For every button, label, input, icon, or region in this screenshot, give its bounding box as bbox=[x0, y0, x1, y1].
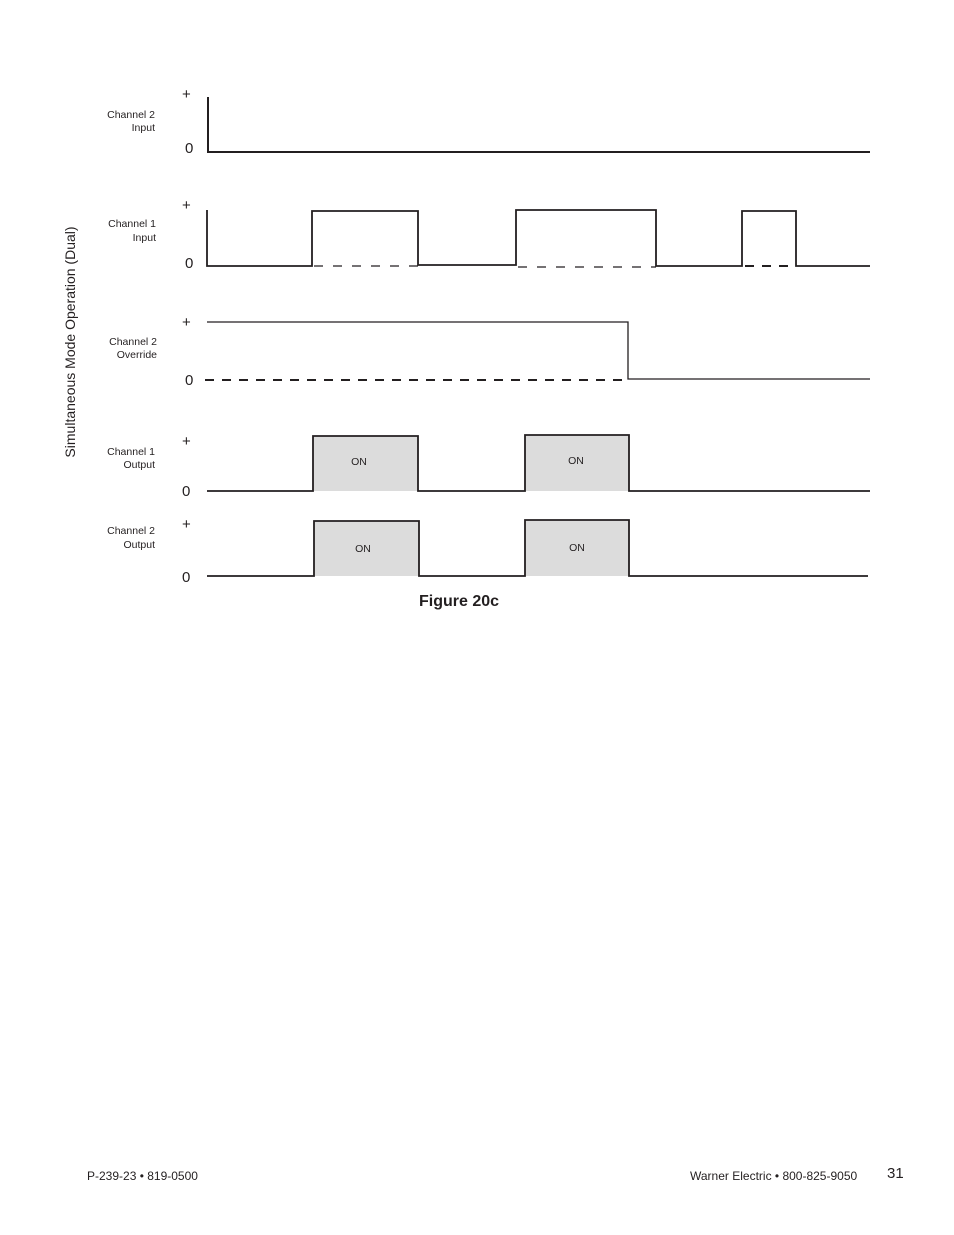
channel-1-input-label-line2: Input bbox=[132, 232, 156, 244]
level-plus: + bbox=[182, 516, 191, 533]
channel-2-override-row bbox=[109, 314, 870, 389]
level-zero: 0 bbox=[185, 372, 194, 389]
level-plus: + bbox=[182, 314, 191, 331]
level-zero: 0 bbox=[185, 140, 194, 157]
channel-2-output-row bbox=[107, 516, 868, 586]
on-label: ON bbox=[569, 542, 585, 554]
vertical-axis-label: Simultaneous Mode Operation (Dual) bbox=[62, 226, 78, 458]
channel-1-input-label-line1: Channel 1 bbox=[108, 218, 156, 230]
level-zero: 0 bbox=[182, 483, 191, 500]
page-number: 31 bbox=[887, 1165, 904, 1182]
figure-caption: Figure 20c bbox=[419, 593, 500, 610]
footer-company-phone: Warner Electric • 800-825-9050 bbox=[690, 1169, 858, 1183]
channel-2-override-label-line2: Override bbox=[116, 349, 157, 361]
channel-1-input-row bbox=[108, 197, 870, 272]
channel-1-output-row bbox=[107, 433, 870, 500]
channel-2-output-label-line1: Channel 2 bbox=[107, 525, 155, 537]
footer-document-number: P-239-23 • 819-0500 bbox=[87, 1169, 198, 1183]
level-plus: + bbox=[182, 433, 191, 450]
channel-1-output-label-line1: Channel 1 bbox=[107, 446, 155, 458]
channel-2-input-row bbox=[107, 86, 870, 157]
channel-2-override-waveform bbox=[207, 322, 870, 379]
channel-2-input-waveform bbox=[208, 97, 870, 152]
channel-2-output-label-line2: Output bbox=[123, 539, 155, 551]
on-label: ON bbox=[355, 543, 371, 555]
channel-1-output-label-line2: Output bbox=[123, 459, 155, 471]
level-zero: 0 bbox=[185, 255, 194, 272]
level-plus: + bbox=[182, 86, 191, 103]
channel-2-override-label-line1: Channel 2 bbox=[109, 336, 157, 348]
level-zero: 0 bbox=[182, 569, 191, 586]
level-plus: + bbox=[182, 197, 191, 214]
channel-1-input-waveform bbox=[207, 210, 870, 266]
channel-2-input-label-line1: Channel 2 bbox=[107, 109, 155, 121]
channel-2-input-label-line2: Input bbox=[131, 122, 155, 134]
on-label: ON bbox=[568, 455, 584, 467]
on-label: ON bbox=[351, 456, 367, 468]
